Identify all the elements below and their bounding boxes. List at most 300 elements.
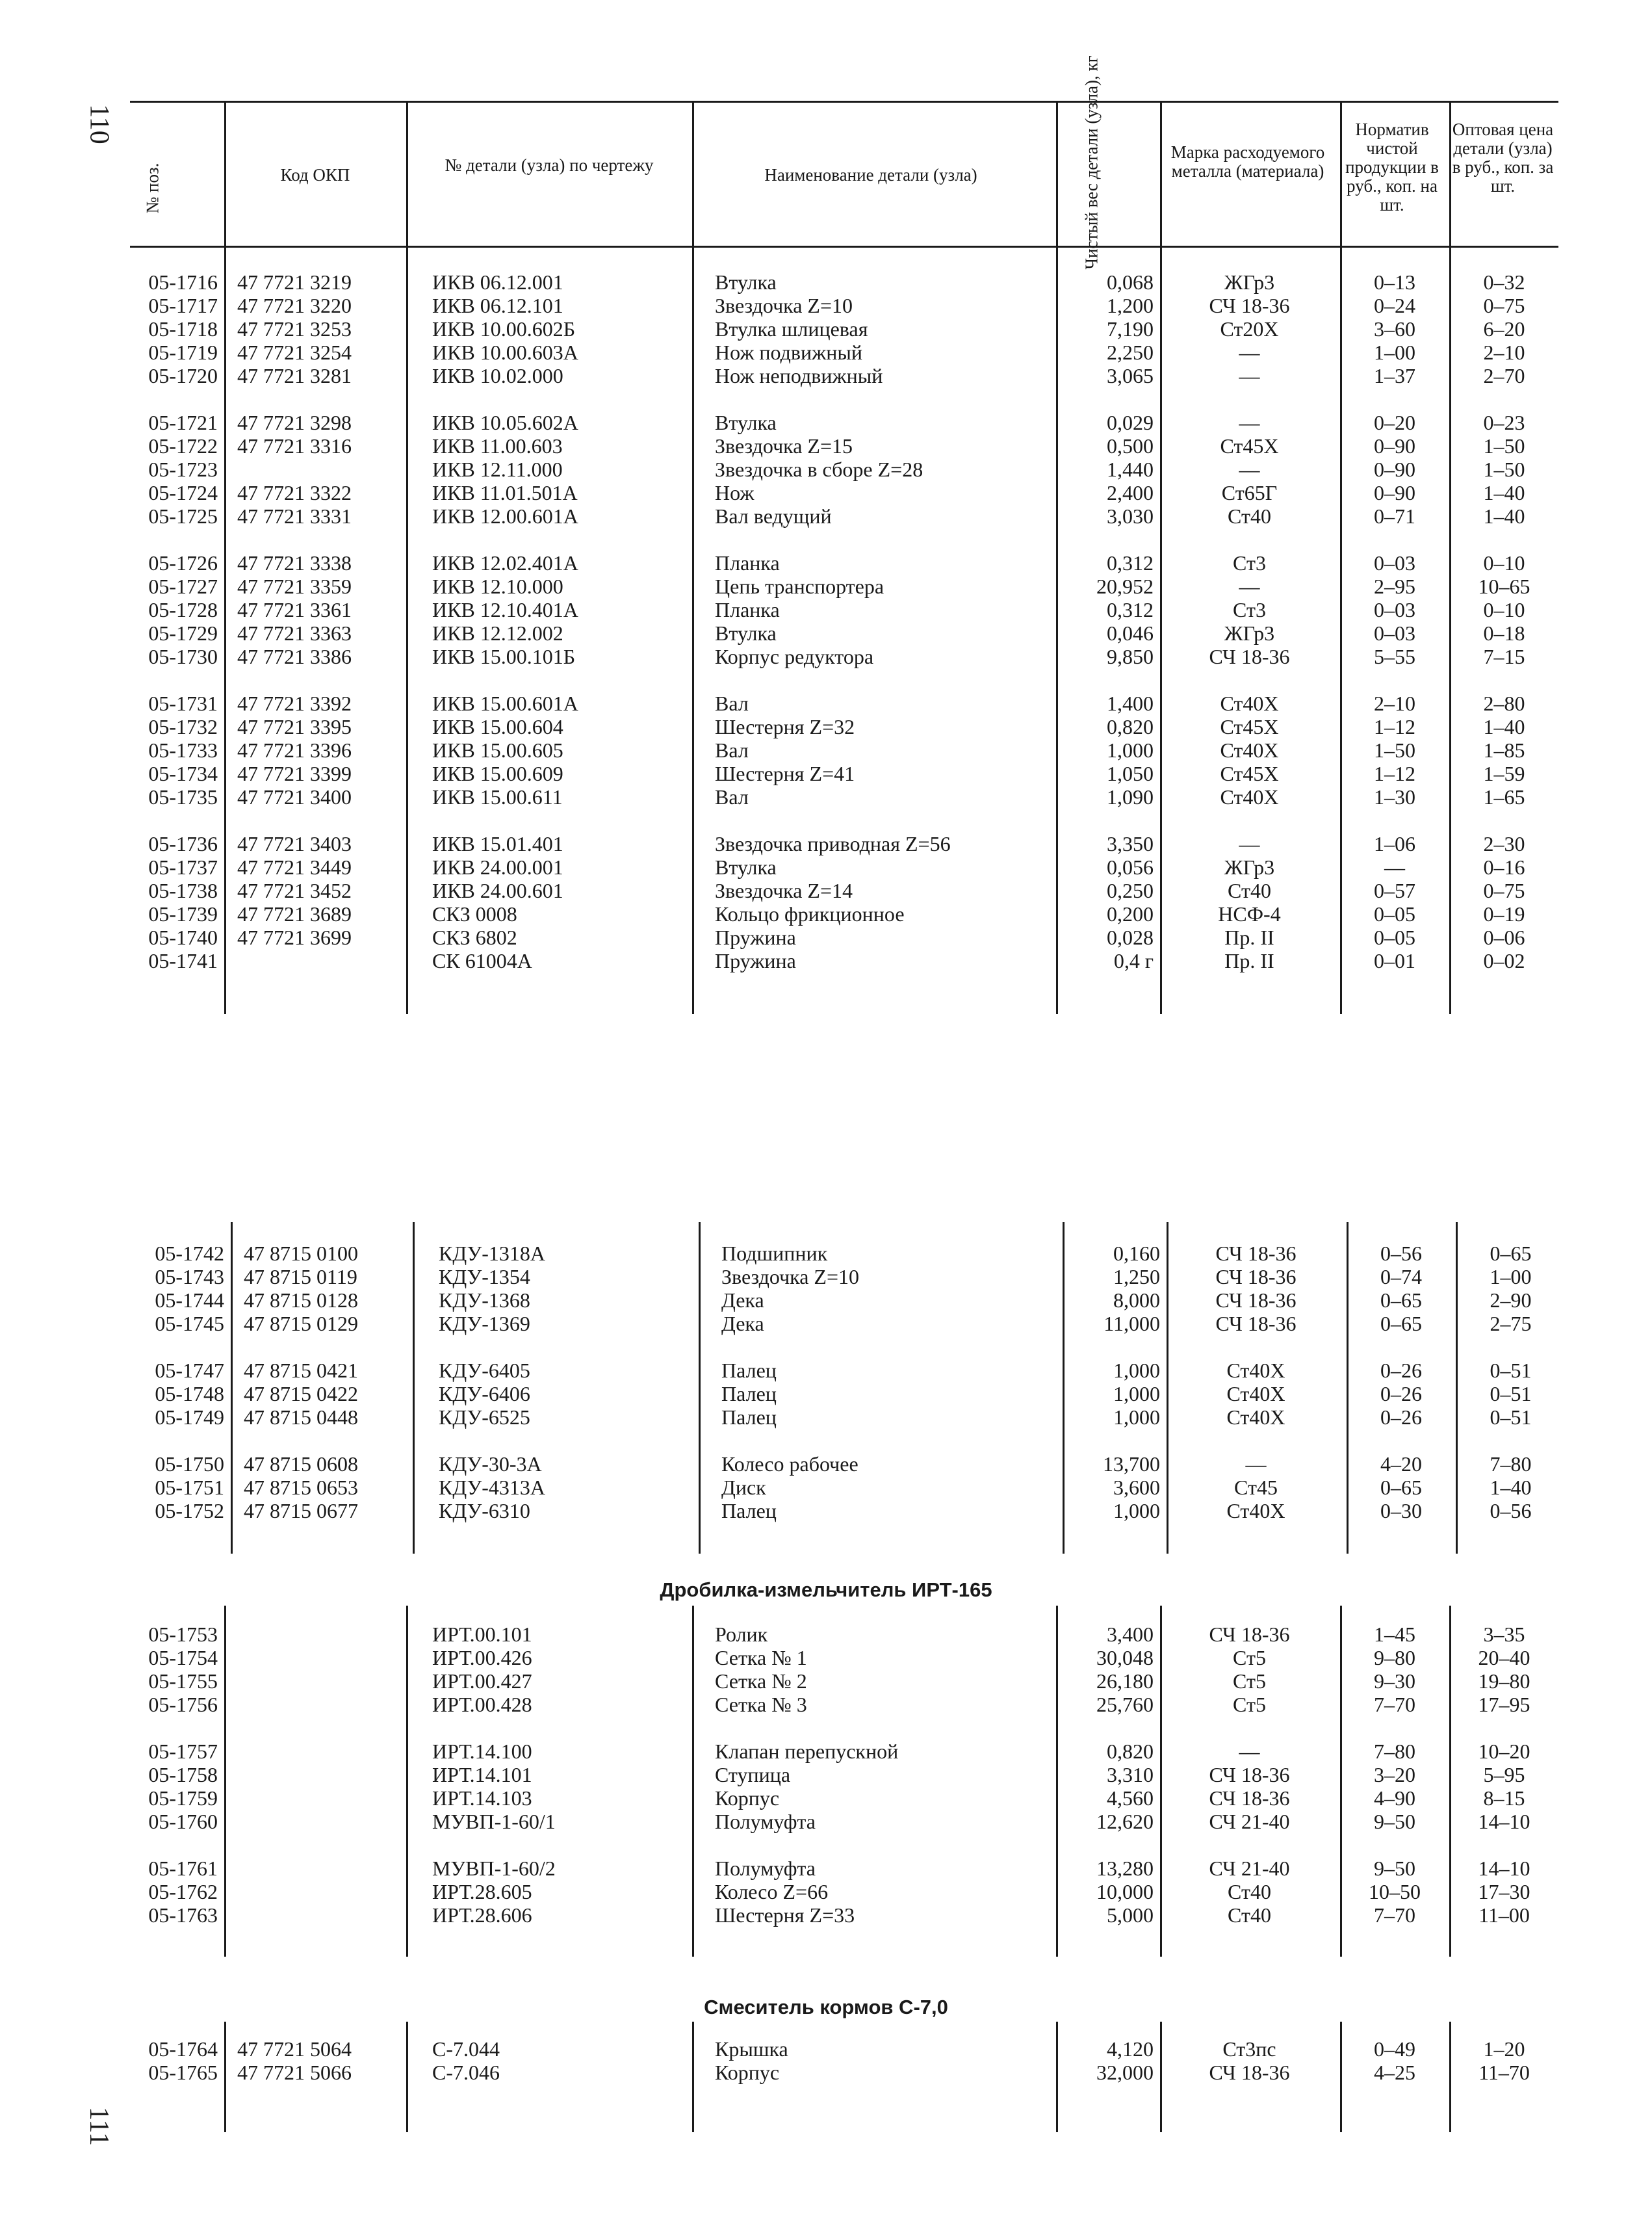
cell-part-no: ИКВ 24.00.001	[432, 855, 563, 879]
cell-price: 0–56	[1490, 1499, 1532, 1522]
cell-material: НСФ-4	[1218, 902, 1281, 926]
header-bottom-rule	[130, 246, 1558, 248]
cell-material: Ст3	[1233, 598, 1266, 621]
cell-name: Палец	[721, 1382, 777, 1405]
cell-okp: 47 7721 3392	[237, 692, 352, 715]
cell-weight: 1,090	[1107, 785, 1154, 809]
cell-pos: 05-1757	[148, 1740, 218, 1763]
cell-weight: 0,250	[1107, 879, 1154, 902]
cell-part-no: КДУ-1318А	[439, 1242, 545, 1265]
column-divider	[1056, 2022, 1058, 2132]
table-row	[0, 855, 1652, 879]
cell-price: 6–20	[1483, 317, 1525, 341]
table-row	[0, 1359, 1652, 1382]
cell-name: Вал ведущий	[715, 504, 832, 528]
cell-material: Ст3	[1233, 551, 1266, 575]
cell-price: 3–35	[1483, 1623, 1525, 1646]
column-divider	[1449, 246, 1451, 1014]
header-column-divider	[1340, 103, 1342, 246]
cell-price: 10–65	[1478, 575, 1530, 598]
cell-price: 0–51	[1490, 1405, 1532, 1429]
cell-price: 14–10	[1478, 1857, 1530, 1880]
table-row	[0, 411, 1652, 434]
cell-weight: 3,030	[1107, 504, 1154, 528]
cell-okp: 47 8715 0677	[244, 1499, 358, 1522]
cell-material: СЧ 18-36	[1209, 1623, 1290, 1646]
cell-material: Ст40Х	[1220, 692, 1279, 715]
column-divider	[1347, 1222, 1349, 1554]
cell-name: Полумуфта	[715, 1857, 816, 1880]
cell-weight: 4,120	[1107, 2037, 1154, 2061]
cell-norm: 0–71	[1374, 504, 1415, 528]
cell-price: 7–15	[1483, 645, 1525, 668]
cell-weight: 3,065	[1107, 364, 1154, 387]
column-divider	[224, 2022, 226, 2132]
cell-name: Пружина	[715, 926, 796, 949]
cell-price: 10–20	[1478, 1740, 1530, 1763]
cell-okp: 47 7721 3403	[237, 832, 352, 855]
cell-norm: 2–95	[1374, 575, 1415, 598]
cell-weight: 10,000	[1096, 1880, 1154, 1903]
cell-okp: 47 7721 5064	[237, 2037, 352, 2061]
cell-name: Втулка	[715, 621, 777, 645]
header-name: Наименование детали (узла)	[764, 165, 977, 185]
cell-part-no: ИРТ.28.606	[432, 1903, 532, 1927]
cell-weight: 1,250	[1113, 1265, 1160, 1288]
cell-pos: 05-1760	[148, 1810, 218, 1833]
cell-okp: 47 7721 3386	[237, 645, 352, 668]
cell-pos: 05-1728	[148, 598, 218, 621]
cell-name: Звездочка Z=15	[715, 434, 853, 458]
table-row	[0, 1763, 1652, 1786]
cell-name: Сетка № 3	[715, 1693, 807, 1716]
cell-pos: 05-1718	[148, 317, 218, 341]
cell-okp: 47 8715 0421	[244, 1359, 358, 1382]
cell-price: 1–40	[1483, 481, 1525, 504]
cell-price: 14–10	[1478, 1810, 1530, 1833]
cell-material: Ст45Х	[1220, 715, 1279, 738]
cell-weight: 2,250	[1107, 341, 1154, 364]
cell-part-no: ИКВ 12.00.601А	[432, 504, 578, 528]
cell-norm: 4–25	[1374, 2061, 1415, 2084]
cell-part-no: ИКВ 15.00.101Б	[432, 645, 576, 668]
cell-okp: 47 7721 3395	[237, 715, 352, 738]
cell-norm: 1–37	[1374, 364, 1415, 387]
column-divider	[1340, 2022, 1342, 2132]
column-divider	[1167, 1222, 1168, 1554]
cell-weight: 0,500	[1107, 434, 1154, 458]
cell-price: 17–30	[1478, 1880, 1530, 1903]
table-row	[0, 1452, 1652, 1476]
cell-okp: 47 7721 3689	[237, 902, 352, 926]
cell-weight: 1,000	[1113, 1359, 1160, 1382]
cell-norm: 1–12	[1374, 762, 1415, 785]
cell-name: Кольцо фрикционное	[715, 902, 905, 926]
table-row	[0, 1499, 1652, 1522]
cell-weight: 0,160	[1113, 1242, 1160, 1265]
cell-norm: 1–30	[1374, 785, 1415, 809]
cell-name: Звездочка Z=10	[715, 294, 853, 317]
column-divider	[1160, 1606, 1162, 1957]
cell-weight: 1,200	[1107, 294, 1154, 317]
cell-material: Ст45Х	[1220, 762, 1279, 785]
column-divider	[406, 1606, 408, 1957]
cell-weight: 1,000	[1107, 738, 1154, 762]
cell-name: Звездочка в сборе Z=28	[715, 458, 923, 481]
cell-part-no: СК 61004А	[432, 949, 532, 972]
header-material: Марка расходуемого металла (материала)	[1170, 142, 1325, 181]
cell-price: 19–80	[1478, 1669, 1530, 1693]
table-row	[0, 879, 1652, 902]
cell-okp: 47 7721 3699	[237, 926, 352, 949]
cell-pos: 05-1759	[148, 1786, 218, 1810]
cell-pos: 05-1762	[148, 1880, 218, 1903]
cell-price: 0–65	[1490, 1242, 1532, 1265]
table-row	[0, 1857, 1652, 1880]
cell-norm: 9–80	[1374, 1646, 1415, 1669]
cell-material: ЖГр3	[1224, 270, 1275, 294]
cell-okp: 47 7721 3449	[237, 855, 352, 879]
cell-name: Шестерня Z=32	[715, 715, 855, 738]
cell-norm: 0–56	[1380, 1242, 1422, 1265]
cell-norm: 0–49	[1374, 2037, 1415, 2061]
cell-material: Ст40	[1228, 879, 1271, 902]
table-row	[0, 832, 1652, 855]
cell-part-no: ИКВ 24.00.601	[432, 879, 563, 902]
cell-okp: 47 7721 3316	[237, 434, 352, 458]
cell-part-no: ИКВ 10.00.603А	[432, 341, 578, 364]
cell-name: Вал	[715, 738, 749, 762]
cell-norm: 4–90	[1374, 1786, 1415, 1810]
cell-norm: —	[1384, 855, 1405, 879]
cell-weight: 12,620	[1096, 1810, 1154, 1833]
header-part-no: № детали (узла) по чертежу	[445, 155, 654, 175]
table-row	[0, 575, 1652, 598]
cell-material: Ст45	[1234, 1476, 1278, 1499]
cell-material: Ст65Г	[1221, 481, 1278, 504]
cell-pos: 05-1733	[148, 738, 218, 762]
cell-material: Ст5	[1233, 1693, 1266, 1716]
cell-norm: 0–13	[1374, 270, 1415, 294]
column-divider	[406, 2022, 408, 2132]
cell-norm: 7–70	[1374, 1903, 1415, 1927]
page-number-bottom: 111	[83, 2107, 114, 2146]
cell-okp: 47 7721 3338	[237, 551, 352, 575]
column-divider	[1449, 1606, 1451, 1957]
cell-weight: 20,952	[1096, 575, 1154, 598]
cell-price: 0–75	[1483, 294, 1525, 317]
cell-price: 2–70	[1483, 364, 1525, 387]
cell-name: Нож	[715, 481, 755, 504]
cell-norm: 0–65	[1380, 1288, 1422, 1312]
cell-price: 1–85	[1483, 738, 1525, 762]
cell-name: Клапан перепускной	[715, 1740, 899, 1763]
cell-pos: 05-1761	[148, 1857, 218, 1880]
cell-weight: 25,760	[1096, 1693, 1154, 1716]
cell-material: СЧ 18-36	[1209, 1763, 1290, 1786]
header-price: Оптовая цена детали (узла) в руб., коп. за шт.	[1452, 120, 1554, 196]
header-column-divider	[692, 103, 694, 246]
cell-pos: 05-1735	[148, 785, 218, 809]
cell-name: Звездочка приводная Z=56	[715, 832, 951, 855]
cell-pos: 05-1740	[148, 926, 218, 949]
cell-price: 0–02	[1483, 949, 1525, 972]
cell-name: Втулка	[715, 270, 777, 294]
cell-norm: 5–55	[1374, 645, 1415, 668]
cell-material: Ст3пс	[1222, 2037, 1276, 2061]
cell-pos: 05-1734	[148, 762, 218, 785]
cell-pos: 05-1730	[148, 645, 218, 668]
table-row	[0, 551, 1652, 575]
cell-price: 1–50	[1483, 458, 1525, 481]
cell-norm: 7–70	[1374, 1693, 1415, 1716]
cell-okp: 47 7721 3452	[237, 879, 352, 902]
cell-weight: 0,312	[1107, 598, 1154, 621]
cell-weight: 0,056	[1107, 855, 1154, 879]
cell-part-no: ИКВ 15.00.605	[432, 738, 563, 762]
cell-name: Сетка № 2	[715, 1669, 807, 1693]
cell-pos: 05-1731	[148, 692, 218, 715]
cell-okp: 47 7721 3361	[237, 598, 352, 621]
cell-weight: 9,850	[1107, 645, 1154, 668]
cell-weight: 3,600	[1113, 1476, 1160, 1499]
cell-name: Вал	[715, 785, 749, 809]
cell-material: Ст45Х	[1220, 434, 1279, 458]
cell-weight: 0,029	[1107, 411, 1154, 434]
cell-material: —	[1239, 411, 1260, 434]
cell-name: Дека	[721, 1288, 764, 1312]
header-column-divider	[1160, 103, 1162, 246]
cell-okp: 47 8715 0129	[244, 1312, 358, 1335]
column-divider	[692, 246, 694, 1014]
cell-name: Полумуфта	[715, 1810, 816, 1833]
table-row	[0, 645, 1652, 668]
cell-price: 0–51	[1490, 1382, 1532, 1405]
cell-material: Ст40	[1228, 1903, 1271, 1927]
cell-name: Палец	[721, 1359, 777, 1382]
cell-name: Палец	[721, 1405, 777, 1429]
cell-okp: 47 7721 3363	[237, 621, 352, 645]
column-divider	[1056, 246, 1058, 1014]
table-row	[0, 1740, 1652, 1763]
column-divider	[1160, 246, 1162, 1014]
cell-norm: 0–24	[1374, 294, 1415, 317]
cell-material: Ст40Х	[1226, 1405, 1285, 1429]
cell-weight: 0,068	[1107, 270, 1154, 294]
cell-weight: 0,028	[1107, 926, 1154, 949]
table-row	[0, 1405, 1652, 1429]
cell-material: СЧ 18-36	[1215, 1312, 1297, 1335]
column-divider	[231, 1222, 233, 1554]
cell-material: —	[1239, 832, 1260, 855]
cell-part-no: КДУ-4313А	[439, 1476, 545, 1499]
cell-pos: 05-1717	[148, 294, 218, 317]
header-okp: Код ОКП	[280, 165, 350, 185]
table-row	[0, 715, 1652, 738]
cell-okp: 47 7721 3331	[237, 504, 352, 528]
column-divider	[692, 2022, 694, 2132]
cell-norm: 1–06	[1374, 832, 1415, 855]
cell-name: Цепь транспортера	[715, 575, 884, 598]
cell-part-no: ИКВ 15.00.601А	[432, 692, 578, 715]
cell-price: 5–95	[1483, 1763, 1525, 1786]
cell-norm: 9–30	[1374, 1669, 1415, 1693]
cell-pos: 05-1741	[148, 949, 218, 972]
cell-okp: 47 7721 3322	[237, 481, 352, 504]
cell-norm: 7–80	[1374, 1740, 1415, 1763]
cell-norm: 0–20	[1374, 411, 1415, 434]
cell-part-no: ИРТ.14.100	[432, 1740, 532, 1763]
table-row	[0, 1669, 1652, 1693]
table-row	[0, 270, 1652, 294]
cell-pos: 05-1732	[148, 715, 218, 738]
cell-material: СЧ 18-36	[1209, 645, 1290, 668]
cell-price: 2–80	[1483, 692, 1525, 715]
cell-part-no: КДУ-1354	[439, 1265, 530, 1288]
cell-pos: 05-1743	[155, 1265, 224, 1288]
table-row	[0, 504, 1652, 528]
cell-pos: 05-1750	[155, 1452, 224, 1476]
cell-pos: 05-1744	[155, 1288, 224, 1312]
cell-price: 8–15	[1483, 1786, 1525, 1810]
cell-part-no: ИКВ 10.00.602Б	[432, 317, 576, 341]
cell-name: Корпус	[715, 1786, 780, 1810]
cell-name: Шестерня Z=33	[715, 1903, 855, 1927]
header-column-divider	[224, 103, 226, 246]
cell-okp: 47 7721 3359	[237, 575, 352, 598]
cell-norm: 0–65	[1380, 1476, 1422, 1499]
cell-norm: 1–00	[1374, 341, 1415, 364]
section-title-mixer: Смеситель кормов С-7,0	[704, 1996, 948, 2018]
cell-part-no: ИКВ 11.01.501А	[432, 481, 578, 504]
cell-weight: 4,560	[1107, 1786, 1154, 1810]
table-row	[0, 692, 1652, 715]
cell-material: Ст40	[1228, 1880, 1271, 1903]
header-column-divider	[1449, 103, 1451, 246]
column-divider	[1063, 1222, 1065, 1554]
column-divider	[1340, 1606, 1342, 1957]
cell-norm: 9–50	[1374, 1857, 1415, 1880]
cell-price: 0–32	[1483, 270, 1525, 294]
cell-material: СЧ 18-36	[1215, 1242, 1297, 1265]
cell-part-no: КДУ-6525	[439, 1405, 530, 1429]
cell-part-no: С-7.044	[432, 2037, 500, 2061]
cell-pos: 05-1726	[148, 551, 218, 575]
cell-name: Втулка шлицевая	[715, 317, 868, 341]
cell-weight: 0,312	[1107, 551, 1154, 575]
cell-weight: 32,000	[1096, 2061, 1154, 2084]
cell-pos: 05-1755	[148, 1669, 218, 1693]
cell-pos: 05-1753	[148, 1623, 218, 1646]
cell-part-no: ИКВ 12.10.000	[432, 575, 563, 598]
cell-price: 11–00	[1478, 1903, 1530, 1927]
cell-price: 2–75	[1490, 1312, 1532, 1335]
cell-pos: 05-1729	[148, 621, 218, 645]
cell-price: 1–65	[1483, 785, 1525, 809]
cell-okp: 47 8715 0119	[244, 1265, 357, 1288]
cell-price: 0–19	[1483, 902, 1525, 926]
cell-norm: 0–03	[1374, 621, 1415, 645]
cell-weight: 3,350	[1107, 832, 1154, 855]
cell-material: СЧ 21-40	[1209, 1857, 1290, 1880]
cell-okp: 47 8715 0608	[244, 1452, 358, 1476]
cell-weight: 0,046	[1107, 621, 1154, 645]
cell-price: 1–40	[1483, 715, 1525, 738]
table-row	[0, 949, 1652, 972]
table-row	[0, 341, 1652, 364]
cell-price: 1–40	[1490, 1476, 1532, 1499]
cell-name: Колесо рабочее	[721, 1452, 858, 1476]
cell-pos: 05-1725	[148, 504, 218, 528]
column-divider	[224, 1606, 226, 1957]
cell-weight: 1,440	[1107, 458, 1154, 481]
cell-weight: 2,400	[1107, 481, 1154, 504]
cell-weight: 1,400	[1107, 692, 1154, 715]
cell-part-no: МУВП-1-60/1	[432, 1810, 556, 1833]
cell-material: —	[1239, 1740, 1260, 1763]
cell-material: Ст20Х	[1220, 317, 1279, 341]
table-row	[0, 1646, 1652, 1669]
cell-name: Палец	[721, 1499, 777, 1522]
cell-norm: 9–50	[1374, 1810, 1415, 1833]
cell-part-no: ИКВ 11.00.603	[432, 434, 563, 458]
cell-okp: 47 7721 3253	[237, 317, 352, 341]
cell-norm: 0–90	[1374, 458, 1415, 481]
column-divider	[406, 246, 408, 1014]
cell-price: 0–16	[1483, 855, 1525, 879]
table-row	[0, 1476, 1652, 1499]
cell-price: 7–80	[1490, 1452, 1532, 1476]
cell-name: Втулка	[715, 855, 777, 879]
cell-name: Подшипник	[721, 1242, 828, 1265]
cell-okp: 47 8715 0653	[244, 1476, 358, 1499]
table-row	[0, 317, 1652, 341]
cell-norm: 0–90	[1374, 434, 1415, 458]
cell-material: Ст40Х	[1226, 1499, 1285, 1522]
cell-part-no: ИКВ 10.02.000	[432, 364, 563, 387]
cell-pos: 05-1737	[148, 855, 218, 879]
table-row	[0, 1265, 1652, 1288]
cell-part-no: С-7.046	[432, 2061, 500, 2084]
cell-price: 1–40	[1483, 504, 1525, 528]
cell-norm: 0–30	[1380, 1499, 1422, 1522]
column-divider	[1456, 1222, 1458, 1554]
cell-price: 1–00	[1490, 1265, 1532, 1288]
cell-weight: 1,000	[1113, 1405, 1160, 1429]
cell-okp: 47 7721 3298	[237, 411, 352, 434]
page-number-top: 110	[84, 104, 114, 144]
cell-okp: 47 7721 5066	[237, 2061, 352, 2084]
cell-pos: 05-1724	[148, 481, 218, 504]
table-row	[0, 1810, 1652, 1833]
cell-norm: 10–50	[1369, 1880, 1421, 1903]
cell-material: —	[1239, 341, 1260, 364]
cell-norm: 0–90	[1374, 481, 1415, 504]
cell-material: СЧ 18-36	[1209, 294, 1290, 317]
column-divider	[1056, 1606, 1058, 1957]
cell-price: 2–30	[1483, 832, 1525, 855]
cell-pos: 05-1763	[148, 1903, 218, 1927]
cell-okp: 47 7721 3220	[237, 294, 352, 317]
cell-part-no: ИРТ.00.428	[432, 1693, 532, 1716]
cell-weight: 3,400	[1107, 1623, 1154, 1646]
cell-material: Ст40Х	[1226, 1382, 1285, 1405]
cell-pos: 05-1765	[148, 2061, 218, 2084]
cell-material: —	[1245, 1452, 1267, 1476]
cell-weight: 0,820	[1107, 1740, 1154, 1763]
cell-part-no: ИРТ.28.605	[432, 1880, 532, 1903]
cell-pos: 05-1749	[155, 1405, 224, 1429]
